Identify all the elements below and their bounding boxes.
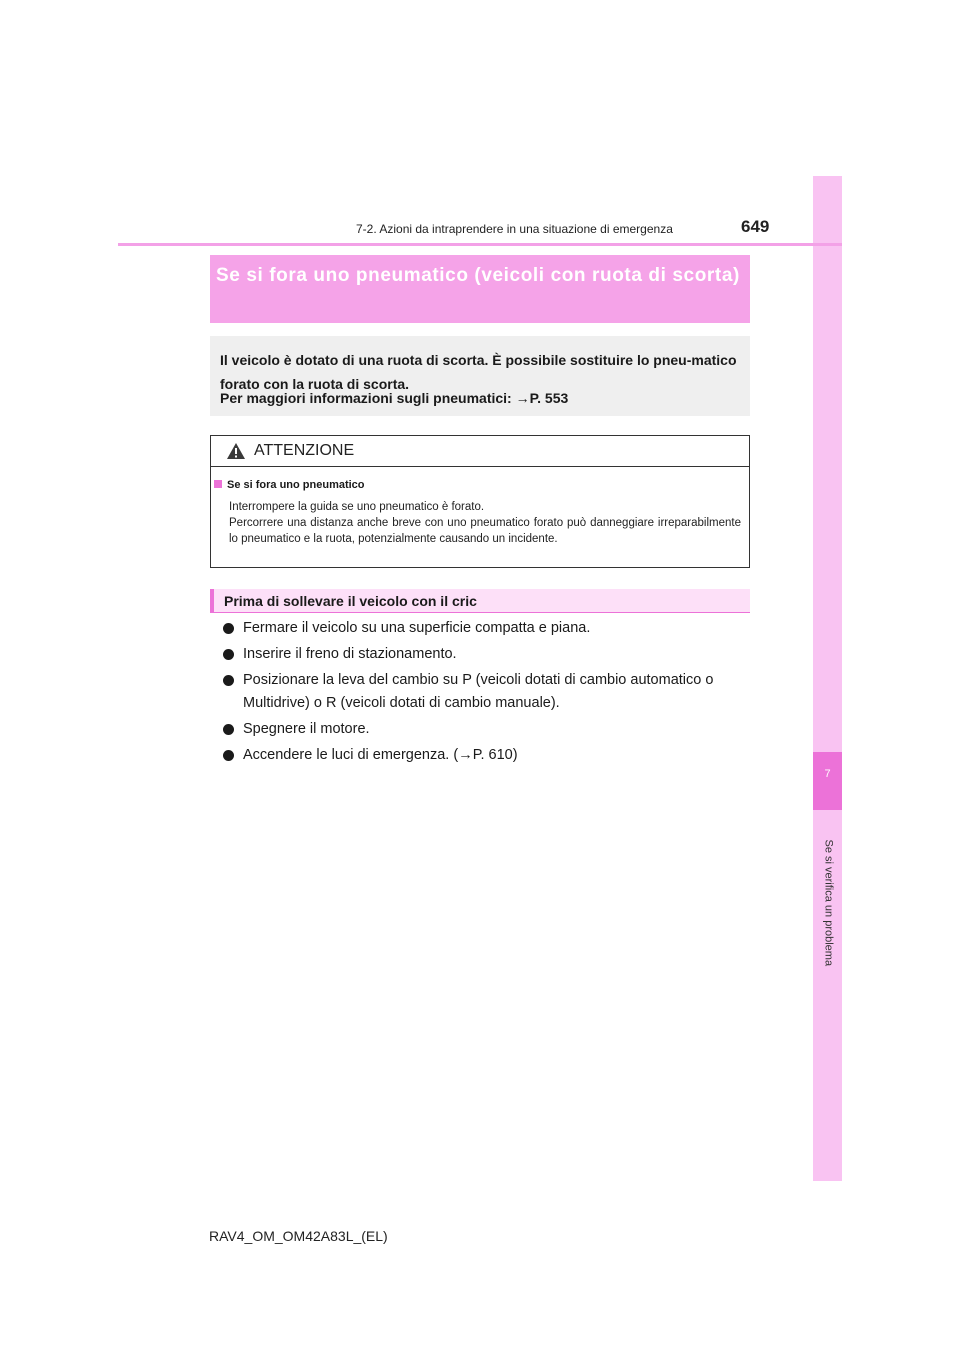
caution-line: Percorrere una distanza anche breve con uno pneumatico forato può danneggiare irreparabilmente lo pneumatico e la ruota, potenzialmente causando un incidente. — [229, 517, 741, 545]
list-item — [223, 718, 753, 741]
bullet-icon — [223, 649, 234, 660]
list-item — [223, 617, 753, 640]
steps-list — [223, 617, 753, 770]
caution-body — [229, 499, 741, 547]
caution-box — [210, 435, 750, 568]
list-item — [223, 669, 753, 715]
list-item-text: Inserire il freno di stazionamento. — [243, 646, 457, 662]
subsection-header — [210, 589, 750, 613]
list-item — [223, 643, 753, 666]
title-box — [210, 255, 750, 323]
caution-heading-text: Se si fora uno pneumatico — [227, 479, 365, 491]
subsection-accent-bar — [210, 589, 214, 612]
warning-icon — [226, 442, 246, 460]
bullet-icon — [223, 623, 234, 634]
bullet-icon — [223, 750, 234, 761]
bullet-icon — [223, 724, 234, 735]
document-code-footer: RAV4_OM_OM42A83L_(EL) — [209, 1228, 388, 1244]
page-number: 649 — [741, 217, 770, 236]
chapter-side-tab — [813, 176, 842, 1181]
square-bullet-icon — [214, 480, 222, 488]
section-title: 7-2. Azioni da intraprendere in una situazione di emergenza — [356, 222, 673, 236]
caution-header — [211, 436, 749, 467]
list-item-text: Posizionare la leva del cambio su P (veicoli dotati di cambio automatico o Multidrive) o R (veicoli dotati di cambio manuale). — [243, 672, 714, 711]
chapter-number: 7 — [813, 752, 842, 810]
caution-heading — [214, 479, 365, 491]
intro-text: Il veicolo è dotato di una ruota di scorta. È possibile sostituire lo pneu-matico forato con la ruota di scorta. — [220, 352, 737, 392]
header-divider — [118, 243, 842, 246]
caution-line: Interrompere la guida se uno pneumatico è forato. — [229, 501, 485, 513]
caution-title: ATTENZIONE — [254, 442, 355, 459]
subsection-title: Prima di sollevare il veicolo con il cric — [224, 593, 477, 609]
intro-ref-wrapper — [210, 336, 750, 416]
list-item — [223, 744, 753, 767]
chapter-title: Se si verifica un problema — [822, 839, 835, 967]
list-item-text: Fermare il veicolo su una superficie compatta e piana. — [243, 620, 591, 636]
more-info-link[interactable]: Per maggiori informazioni sugli pneumatici: →P. 553 — [220, 390, 569, 406]
bullet-icon — [223, 675, 234, 686]
list-item-text: Spegnere il motore. — [243, 721, 370, 737]
page-title: Se si fora uno pneumatico (veicoli con ruota di scorta) — [216, 265, 740, 286]
list-item-text: Accendere le luci di emergenza. (→P. 610) — [243, 747, 518, 763]
